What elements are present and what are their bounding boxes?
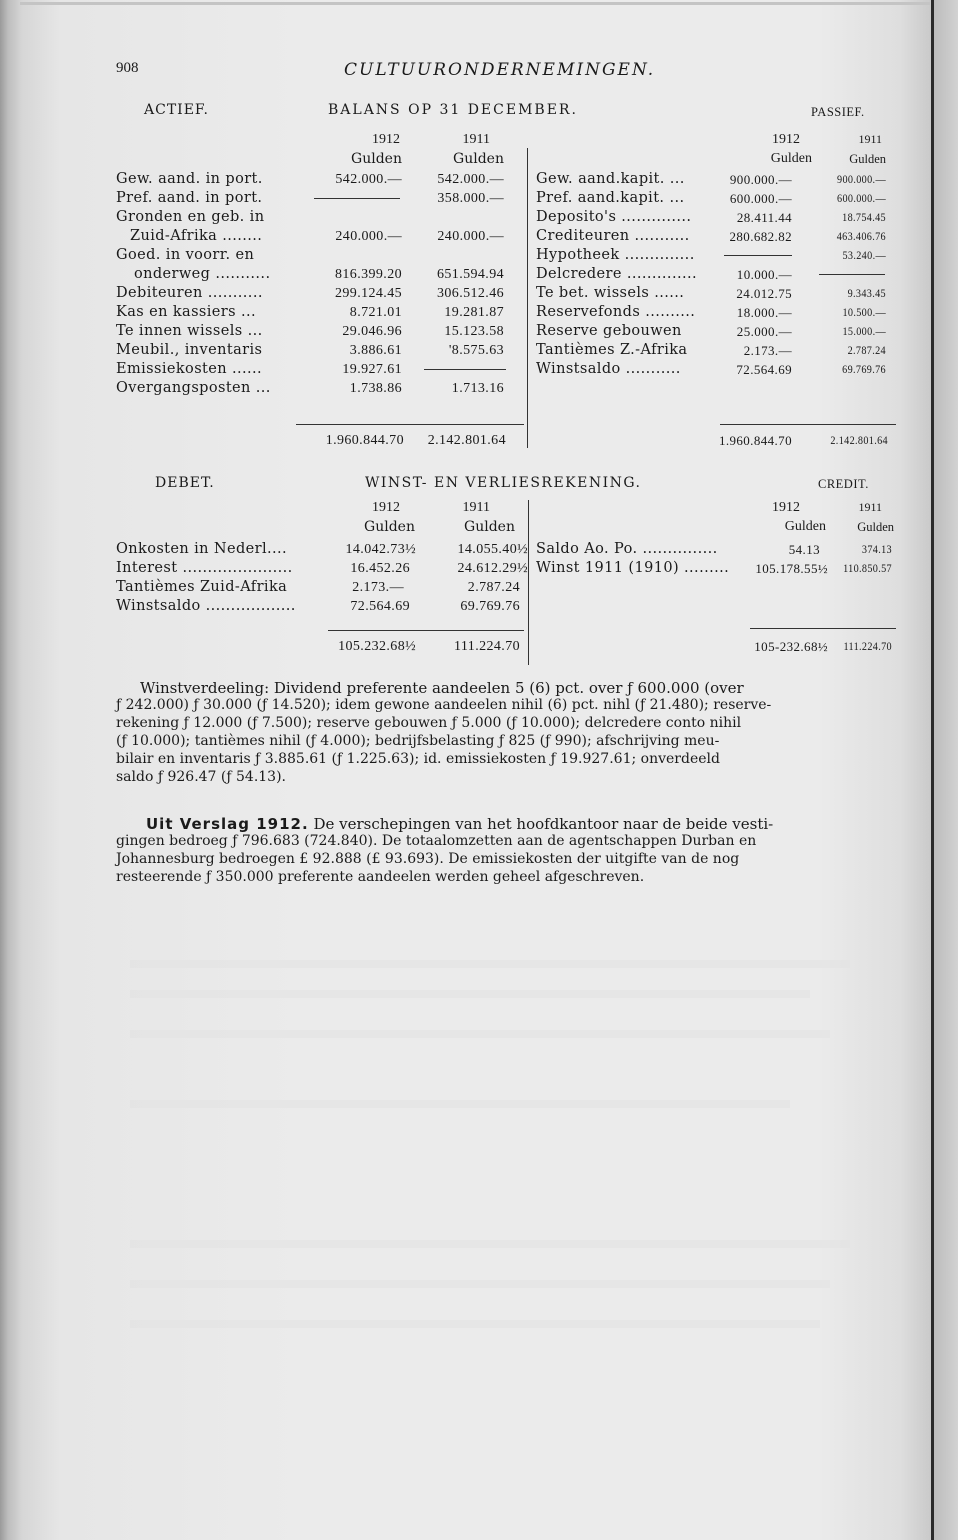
liability-value-1912: 72.564.69 (736, 362, 792, 377)
debit-value-1911: 14.055.40½ (457, 542, 528, 557)
liability-row (536, 227, 896, 246)
debit-heading: DEBET. (155, 475, 215, 491)
assets-total-row (116, 431, 516, 450)
debit-value-1912: 72.564.69 (350, 599, 410, 614)
asset-row (116, 284, 516, 303)
liability-label: Reserve gebouwen (536, 323, 682, 339)
debit-year-1912: 1912 (372, 500, 400, 515)
liability-value-1912: 18.000.— (736, 305, 792, 320)
liability-row (536, 189, 896, 208)
empty-value-dash (314, 198, 400, 199)
liabilities-total-1911: 2.142.801.64 (830, 433, 888, 447)
liability-value-1911: 600.000.— (837, 191, 886, 205)
asset-label: Zuid-Afrika ........ (130, 228, 263, 244)
credit-year-1912: 1912 (772, 500, 800, 515)
asset-label: Gronden en geb. in (116, 209, 265, 225)
credit-row (536, 559, 896, 578)
asset-row (116, 379, 516, 398)
asset-value-1912: 299.124.45 (335, 286, 402, 301)
asset-value-1912: 1.738.86 (349, 381, 402, 396)
credit-total-rule (750, 628, 896, 629)
asset-value-1911: 1.713.16 (451, 381, 504, 396)
liability-label: Reservefonds .......... (536, 304, 696, 320)
show-through-text (130, 960, 850, 968)
liability-label: Deposito's .............. (536, 209, 692, 225)
asset-value-1912: 542.000.— (335, 172, 402, 187)
liability-value-1911: 900.000.— (837, 172, 886, 186)
liability-value-1911: 18.754.45 (842, 210, 886, 224)
asset-value-1911: 542.000.— (437, 172, 504, 187)
asset-row (116, 341, 516, 360)
asset-row (116, 303, 516, 322)
annual-report-line: resteerende ƒ 350.000 preferente aandeelen werden geheel afgeschreven. (116, 869, 645, 885)
asset-row (116, 265, 516, 284)
asset-label: Emissiekosten ...... (116, 361, 263, 377)
liability-value-1911: 10.500.— (842, 305, 886, 319)
liability-row (536, 360, 896, 379)
assets-heading: ACTIEF. (144, 102, 209, 118)
credit-currency-1912: Gulden (784, 519, 826, 534)
asset-label: Meubil., inventaris (116, 342, 263, 358)
liability-row (536, 170, 896, 189)
asset-row (116, 360, 516, 379)
debit-currency-1911: Gulden (464, 519, 515, 535)
asset-label: Te innen wissels ... (116, 323, 263, 339)
liability-label: Winstsaldo ........... (536, 361, 681, 377)
credit-value-1912: 54.13 (788, 542, 820, 557)
liabilities-total-1912: 1.960.844.70 (718, 433, 792, 448)
asset-label: onderweg ........... (134, 266, 271, 282)
asset-value-1912: 8.721.01 (349, 305, 402, 320)
credit-row (536, 540, 896, 559)
empty-value-dash (819, 274, 885, 275)
asset-label: Overgangsposten ... (116, 380, 271, 396)
profit-distribution-line: ƒ 242.000) ƒ 30.000 (ƒ 14.520); idem gewone aandeelen nihil (6) pct. nihl (ƒ 21.480); reserve- (116, 697, 772, 713)
asset-value-1911: 651.594.94 (437, 267, 504, 282)
annual-report-line: Johannesburg bedroegen £ 92.888 (£ 93.693). De emissiekosten der uitgifte van de nog (116, 851, 740, 867)
liabilities-heading: PASSIEF. (811, 105, 865, 119)
liability-row (536, 341, 896, 360)
debit-value-1912: 2.173.— (352, 580, 404, 595)
debit-currency-1912: Gulden (364, 519, 415, 535)
asset-label: Goed. in voorr. en (116, 247, 255, 263)
debit-year-1911: 1911 (462, 500, 490, 515)
show-through-text (130, 1030, 830, 1038)
empty-value-dash (424, 369, 506, 370)
asset-label: Debiteuren ........... (116, 285, 263, 301)
asset-row (116, 189, 516, 208)
show-through-text (130, 1100, 790, 1108)
credit-currency-1911: Gulden (857, 520, 894, 534)
debit-total-1911: 111.224.70 (454, 639, 520, 654)
asset-value-1912: 3.886.61 (349, 343, 402, 358)
debit-value-1911: 2.787.24 (467, 580, 520, 595)
liability-value-1911: 69.769.76 (842, 362, 886, 376)
asset-row (116, 246, 516, 265)
page-number: 908 (116, 60, 139, 76)
balance-sheet-title: BALANS OP 31 DECEMBER. (328, 102, 578, 118)
liability-value-1912: 28.411.44 (736, 210, 792, 225)
liability-value-1911: 463.406.76 (836, 229, 886, 243)
liability-value-1911: 15.000.— (842, 324, 886, 338)
liabilities-year-1911: 1911 (858, 132, 882, 146)
liability-label: Tantièmes Z.-Afrika (536, 342, 688, 358)
asset-label: Gew. aand. in port. (116, 171, 263, 187)
debit-label: Tantièmes Zuid-Afrika (116, 579, 288, 595)
asset-row (116, 170, 516, 189)
liability-label: Hypotheek .............. (536, 247, 695, 263)
asset-value-1912: 240.000.— (335, 229, 402, 244)
show-through-text (130, 990, 810, 998)
liability-row (536, 284, 896, 303)
asset-value-1911: 306.512.46 (437, 286, 504, 301)
debit-label: Onkosten in Nederl.... (116, 541, 288, 557)
debit-row (116, 540, 526, 559)
liability-row (536, 208, 896, 227)
credit-year-1911: 1911 (858, 500, 882, 514)
annual-report-line (146, 815, 773, 833)
credit-total-row (536, 637, 896, 656)
debit-label: Interest ...................... (116, 560, 293, 576)
show-through-text (130, 1240, 850, 1248)
assets-total-1911: 2.142.801.64 (427, 433, 506, 448)
liabilities-total-row (536, 431, 896, 450)
liability-value-1912: 24.012.75 (736, 286, 792, 301)
asset-value-1911: '8.575.63 (448, 343, 504, 358)
liability-row (536, 322, 896, 341)
liabilities-currency-1911: Gulden (849, 152, 886, 166)
facing-page-margin (934, 0, 958, 1540)
asset-row (116, 208, 516, 227)
empty-value-dash (724, 255, 792, 256)
assets-total-1912: 1.960.844.70 (325, 433, 404, 448)
liability-label: Crediteuren ........... (536, 228, 690, 244)
asset-row (116, 227, 516, 246)
asset-value-1912: 816.399.20 (335, 267, 402, 282)
liability-label: Delcredere .............. (536, 266, 697, 282)
assets-currency-1911: Gulden (453, 151, 504, 167)
asset-label: Pref. aand. in port. (116, 190, 263, 206)
credit-total-1912: 105-232.68½ (754, 639, 828, 654)
asset-value-1911: 358.000.— (437, 191, 504, 206)
liability-row (536, 246, 896, 265)
credit-value-1912: 105.178.55½ (755, 561, 828, 576)
debit-value-1912: 14.042.73½ (345, 542, 416, 557)
liability-value-1911: 53.240.— (842, 248, 886, 262)
annual-report-line: gingen bedroeg ƒ 796.683 (724.840). De totaalomzetten aan de agentschappen Durban en (116, 833, 757, 849)
show-through-text (130, 1320, 820, 1328)
profit-distribution-line: Winstverdeeling: Dividend preferente aandeelen 5 (6) pct. over ƒ 600.000 (over (140, 679, 744, 697)
debit-label: Winstsaldo .................. (116, 598, 296, 614)
credit-value-1911: 110.850.57 (843, 561, 892, 575)
asset-value-1912: 29.046.96 (342, 324, 402, 339)
liability-row (536, 303, 896, 322)
profit-distribution-line: bilair en inventaris ƒ 3.885.61 (ƒ 1.225.63); id. emissiekosten ƒ 19.927.61; onverdeeld (116, 751, 720, 767)
debit-row (116, 597, 526, 616)
annual-report-text: De verschepingen van het hoofdkantoor naar de beide vesti- (313, 815, 774, 833)
liability-value-1911: 2.787.24 (847, 343, 886, 357)
credit-heading: CREDIT. (818, 477, 869, 491)
credit-total-1911: 111.224.70 (843, 639, 892, 653)
profit-distribution-line: saldo ƒ 926.47 (ƒ 54.13). (116, 769, 287, 785)
profit-distribution-line: (ƒ 10.000); tantièmes nihil (ƒ 4.000); bedrijfsbelasting ƒ 825 (ƒ 990); afschrijving meu- (116, 733, 720, 749)
annual-report-heading: Uit Verslag 1912. (146, 815, 309, 833)
liabilities-currency-1912: Gulden (770, 151, 812, 166)
assets-total-rule (296, 424, 524, 425)
credit-label: Winst 1911 (1910) ......... (536, 560, 730, 576)
debit-row (116, 559, 526, 578)
liability-value-1911: 9.343.45 (847, 286, 886, 300)
asset-value-1912: 19.927.61 (342, 362, 402, 377)
liability-label: Te bet. wissels ...... (536, 285, 685, 301)
debit-value-1911: 69.769.76 (460, 599, 520, 614)
profit-loss-divider (528, 500, 529, 665)
liability-label: Gew. aand.kapit. ... (536, 171, 685, 187)
asset-value-1911: 240.000.— (437, 229, 504, 244)
assets-year-1911: 1911 (462, 132, 490, 147)
profit-distribution-line: rekening ƒ 12.000 (ƒ 7.500); reserve gebouwen ƒ 5.000 (ƒ 10.000); delcredere conto nihil (116, 715, 742, 731)
asset-value-1911: 19.281.87 (444, 305, 504, 320)
balance-sheet-divider (527, 148, 528, 448)
top-page-edge (20, 2, 930, 5)
liabilities-year-1912: 1912 (772, 132, 800, 147)
assets-year-1912: 1912 (372, 132, 400, 147)
liability-value-1912: 600.000.— (729, 191, 792, 206)
liability-value-1912: 900.000.— (729, 172, 792, 187)
asset-row (116, 322, 516, 341)
debit-row (116, 578, 526, 597)
page-binding-edge (931, 0, 934, 1540)
debit-total-rule (328, 630, 524, 631)
assets-currency-1912: Gulden (351, 151, 402, 167)
liabilities-total-rule (720, 424, 896, 425)
liability-row (536, 265, 896, 284)
profit-loss-title: WINST- EN VERLIESREKENING. (365, 475, 642, 491)
debit-total-1912: 105.232.68½ (338, 639, 416, 654)
credit-value-1911: 374.13 (861, 542, 892, 556)
liability-value-1912: 10.000.— (736, 267, 792, 282)
running-title: CULTUURONDERNEMINGEN. (344, 60, 656, 80)
asset-value-1911: 15.123.58 (444, 324, 504, 339)
liability-label: Pref. aand.kapit. ... (536, 190, 685, 206)
liability-value-1912: 280.682.82 (729, 229, 792, 244)
liability-value-1912: 25.000.— (736, 324, 792, 339)
asset-label: Kas en kassiers ... (116, 304, 256, 320)
debit-value-1911: 24.612.29½ (457, 561, 528, 576)
credit-label: Saldo Ao. Po. ............... (536, 541, 718, 557)
show-through-text (130, 1280, 830, 1288)
liability-value-1912: 2.173.— (743, 343, 792, 358)
debit-total-row (116, 637, 526, 656)
debit-value-1912: 16.452.26 (350, 561, 410, 576)
